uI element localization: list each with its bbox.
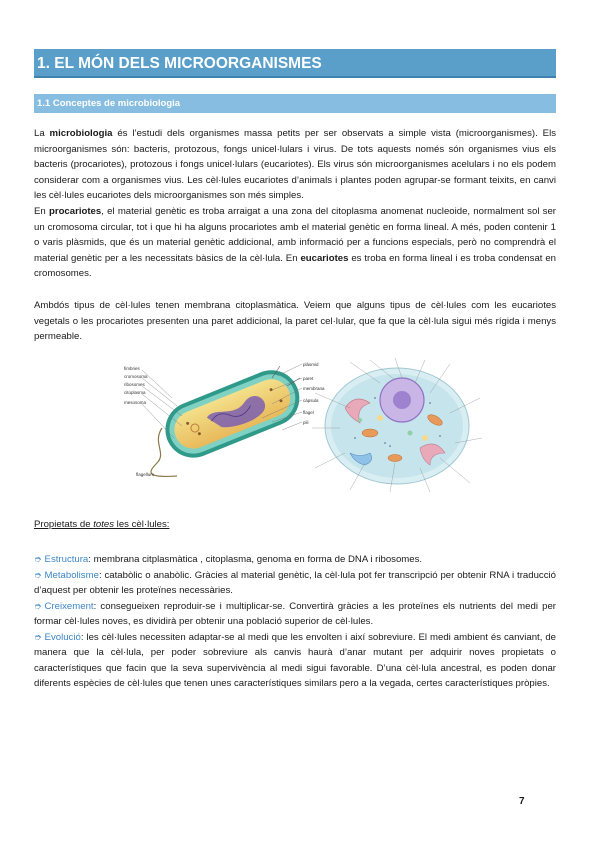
label-paret: paret — [303, 376, 314, 381]
list-item — [34, 568, 556, 599]
list-item — [34, 599, 556, 630]
bullet-term: Creixement — [44, 600, 94, 612]
bullet-text: : consegueixen reproduir-se i multiplicar-se. Convertirà gràcies a les proteïnes els nutrients del medi per formar cèl·lules noves, es dividirà per obtenir una població superior de cèl·lules. — [34, 600, 556, 627]
list-item — [34, 552, 556, 568]
label-plasmid: plàsmid — [303, 362, 319, 367]
term-microbiologia: microbiologia — [49, 128, 113, 139]
bacteria-cell-illustration — [122, 358, 325, 483]
subsection-heading: 1.1 Conceptes de microbiologia — [34, 94, 556, 113]
bullet-text: : membrana citplasmàtica , citoplasma, genoma en forma de DNA i ribosomes. — [88, 554, 423, 565]
p1-prefix: La — [34, 128, 50, 139]
arrow-right-icon: ➮ — [34, 554, 42, 564]
bullet-text: : catabòlic o anabòlic. Gràcies al material genètic, la cèl·lula pot fer transcripció per obtenir RNA i traducció d’aquest per obtenir les proteïnes necessàries. — [34, 569, 556, 596]
label-cromosoma: cromosoma — [124, 374, 148, 379]
paragraph-procariotes — [34, 204, 556, 282]
page-number: 7 — [519, 796, 525, 807]
label-capsula: càpsula — [303, 398, 319, 403]
props-before: Propietats de — [34, 519, 94, 530]
paragraph-membrana: Ambdós tipus de cèl·lules tenen membrana citoplasmàtica. Veiem que alguns tipus de cèl·lules com les eucariotes vegetals o les procariotes presenten una paret addicional, la paret cel·lular, que fa que la cèl·lula sigui més rígida i menys permeable. — [34, 300, 556, 342]
p1-text: és l’estudi dels organismes massa petits per ser observats a simple vista (microorganismes). Els microorganismes són: bacteris, protozous, fongs unicel·lulars i virus. De tots aquests només són organismes vius els bacteris (procariotes), protozous i fongs unicel·lulars (eucariotes). Els virus són microorganismes acelulars i no els podem considerar com a organismes vius. Les cèl·lules eucariotes d’animals i plantes poden agrupar-se formant teixits, en canvi les cèl·lules eucariotes dels microorganismes son més simples. — [34, 128, 556, 201]
label-flagel: flagel — [303, 410, 314, 415]
bullet-term: Estructura — [44, 554, 89, 565]
bullet-term: Evolució — [44, 631, 81, 643]
label-citoplasma: citoplasma — [124, 390, 146, 395]
props-italic: totes — [93, 519, 115, 530]
section-heading: 1. EL MÓN DELS MICROORGANISMES — [34, 49, 556, 78]
p2-text-end: es troba en forma lineal i es troba condensat en cromosomes. — [34, 252, 557, 279]
arrow-right-icon: ➮ — [34, 631, 42, 642]
term-eucariotes: eucariotes — [300, 252, 349, 264]
p2-prefix: En — [34, 206, 49, 217]
label-mesosoma: mesosoma — [124, 400, 147, 405]
paragraph-microbiology — [34, 126, 556, 204]
eukaryote-cell-illustration — [310, 358, 485, 493]
label-fimbries: fimbries — [124, 366, 140, 371]
term-procariotes: procariotes — [48, 206, 102, 217]
label-pili: pili — [303, 420, 309, 425]
props-after: les cèl·lules: — [114, 519, 170, 530]
list-item — [34, 630, 556, 692]
bullet-term: Metabolisme — [44, 569, 99, 581]
bullet-text: : les cèl·lules necessiten adaptar-se al medi que les envolten i així sobreviure. El medi ambient és canviant, de manera que la cèl·lula, per poder sobreviure als canvis haurà d’anar mutant per adquirir noves propietats o característiques que facin que la seva supervivència al medi sigui favorable. D’una cèl·lula ancestral, es poden donar diferents espècies de cèl·lules que tenen unes característiques similars pero a la vegada, certes característiques pròpies. — [34, 631, 556, 689]
arrow-right-icon: ➮ — [34, 569, 42, 580]
label-ribosomes: ribosomes — [124, 382, 145, 387]
label-membrana: membrana — [303, 386, 325, 391]
label-flagellum: flagellum — [136, 472, 155, 477]
properties-title — [34, 519, 169, 530]
arrow-right-icon: ➮ — [34, 600, 42, 611]
p2-text: , el material genètic es troba arraigat a una zona del citoplasma anomenat nucleoide, normalment sol ser un cromosoma circular, tot i que hi ha alguns procariotes amb el material genètic en forma lineal. A més, poden contenir 1 o varis plàsmids, que és un material genètic addicional, amb informació per a funcions especials, però no comprendrà el material genètic per a les necessitats bàsics de la cèl·lula. En — [34, 206, 556, 264]
properties-list — [34, 552, 556, 692]
